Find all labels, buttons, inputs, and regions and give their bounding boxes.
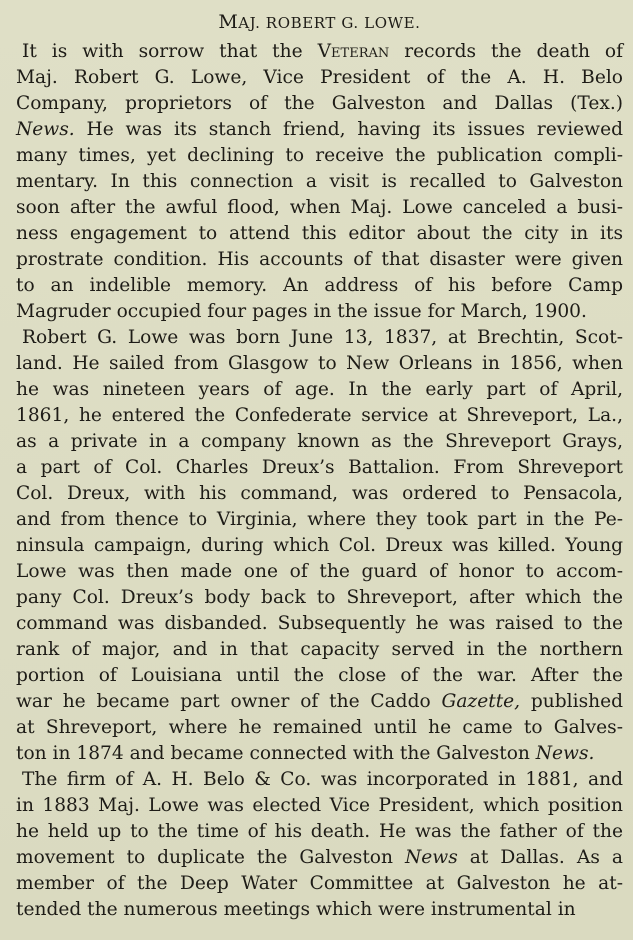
text-line [16,481,623,507]
text-run: pany Col. Dreux’s body back to Shreveport, after which the [16,587,623,608]
text-run: It is with sorrow that the [22,41,318,62]
text-run: The firm of A. H. Belo & Co. was incorporated in 1881, and [22,769,623,790]
text-run: News. [16,119,75,140]
text-line [16,845,623,871]
text-run: Company, proprietors of the Galveston and Dallas (Tex.) [16,93,623,114]
text-run: war he became part owner of the Caddo [16,691,442,712]
text-line [16,715,623,741]
text-line [16,507,623,533]
text-run: as a private in a company known as the Shreveport Grays, [16,431,623,452]
text-run: News. [535,743,595,764]
text-line [16,559,623,585]
text-line [16,403,623,429]
text-line [16,663,623,689]
text-run: ness engagement to attend this editor about the city in its [16,223,623,244]
text-line [16,741,623,767]
text-line [16,117,623,143]
text-run: records the death of [389,41,623,62]
text-run: Robert G. Lowe was born June 13, 1837, at Brechtin, Scot- [22,327,623,348]
text-run: published [520,691,623,712]
text-line [16,65,623,91]
text-run: prostrate condition. His accounts of that disaster were given [16,249,623,270]
text-run: at Dallas. As a [457,847,623,868]
text-line [16,299,623,325]
text-run: Maj. Robert G. Lowe, Vice President of the A. H. Belo [16,67,623,88]
text-run: soon after the awful flood, when Maj. Lowe canceled a busi- [16,197,623,218]
text-line [16,221,623,247]
text-line [16,819,623,845]
text-line [16,637,623,663]
text-line [16,897,623,923]
text-run: he was nineteen years of age. In the early part of April, [16,379,623,400]
text-line [16,351,623,377]
text-run: movement to duplicate the Galveston [16,847,406,868]
title-rest: AJ. ROBERT G. LOWE. [238,14,421,32]
text-line [16,793,623,819]
text-run: Gazette, [441,691,521,712]
text-run: 1861, he entered the Confederate service at Shreveport, La., [16,405,623,426]
text-run: command was disbanded. Subsequently he was raised to the [16,613,623,634]
text-line [16,169,623,195]
text-run: land. He sailed from Glasgow to New Orleans in 1856, when [16,353,623,374]
text-run: and from thence to Virginia, where they took part in the Pe- [16,509,623,530]
text-run: He was its stanch friend, having its issues reviewed [74,119,623,140]
text-line [16,429,623,455]
paragraph [16,325,623,767]
text-line [16,377,623,403]
text-line [16,871,623,897]
text-line [16,585,623,611]
text-run: in 1883 Maj. Lowe was elected Vice President, which position [16,795,623,816]
text-line [16,611,623,637]
text-line [16,273,623,299]
text-line [16,767,623,793]
text-line [16,39,623,65]
text-run: to an indelible memory. An address of his before Camp [16,275,623,296]
text-run: many times, yet declining to receive the publication compli- [16,145,623,166]
text-line [16,689,623,715]
text-run: mentary. In this connection a visit is recalled to Galveston [16,171,623,192]
article-body [16,39,623,923]
text-run: Col. Dreux, with his command, was ordered to Pensacola, [16,483,623,504]
page-title [16,10,623,35]
text-run: ton in 1874 and became connected with the Galveston [16,743,536,764]
text-run: member of the Deep Water Committee at Galveston he at- [16,873,623,894]
text-line [16,143,623,169]
text-line [16,91,623,117]
paragraph [16,39,623,325]
text-run: portion of Louisiana until the close of the war. After the [16,665,623,686]
title-initial: M [218,11,239,33]
text-line [16,247,623,273]
text-line [16,533,623,559]
text-run: News [405,847,458,868]
text-line [16,325,623,351]
text-line [16,455,623,481]
text-run: tended the numerous meetings which were instrumental in [16,899,576,920]
text-run: Magruder occupied four pages in the issue for March, 1900. [16,301,587,322]
paragraph [16,767,623,923]
text-run: rank of major, and in that capacity served in the northern [16,639,623,660]
text-run: ninsula campaign, during which Col. Dreux was killed. Young [16,535,623,556]
text-run: Veteran [317,41,390,62]
text-run: Lowe was then made one of the guard of honor to accom- [16,561,623,582]
text-run: he held up to the time of his death. He was the father of the [16,821,623,842]
text-run: a part of Col. Charles Dreux’s Battalion. From Shreveport [16,457,623,478]
text-line [16,195,623,221]
text-run: at Shreveport, where he remained until he came to Galves- [16,717,623,738]
